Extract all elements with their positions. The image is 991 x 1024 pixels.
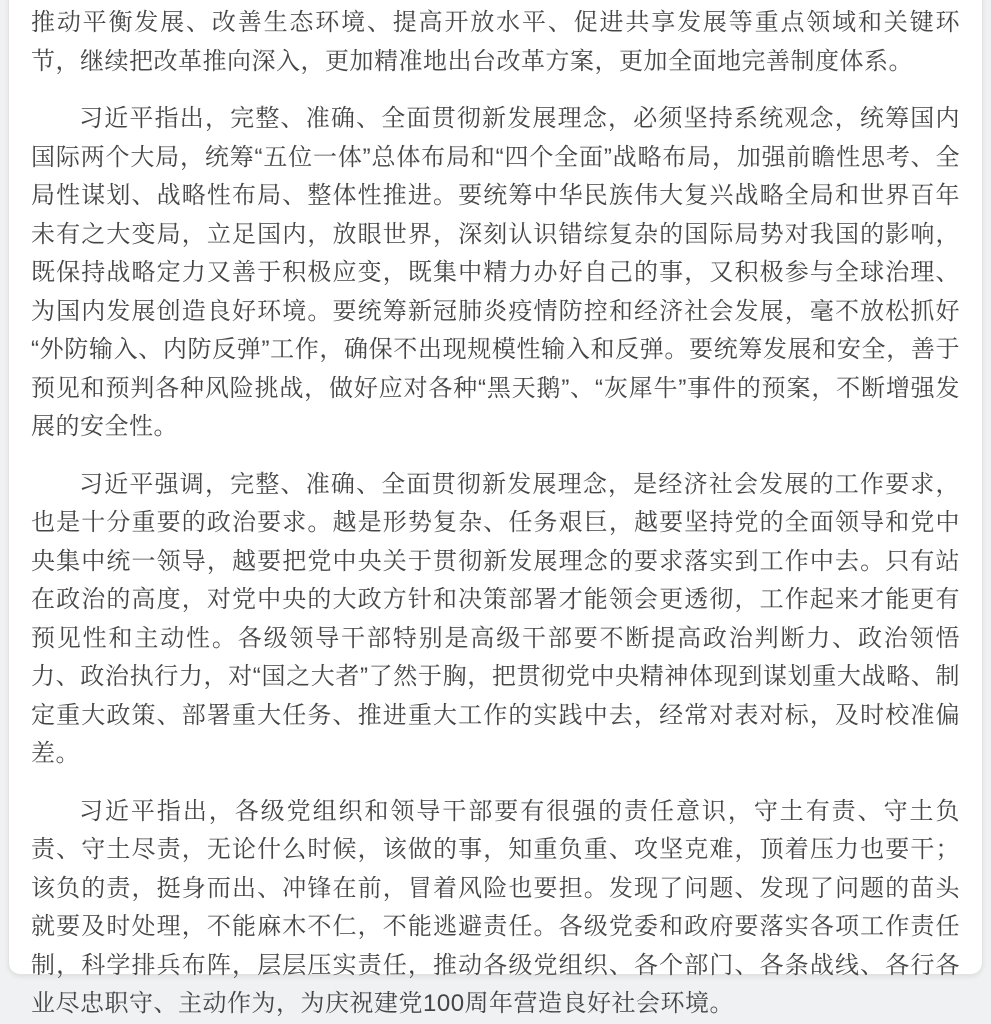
- article-paragraph: 习近平强调，完整、准确、全面贯彻新发展理念，是经济社会发展的工作要求，也是十分重要的政治要求。越是形势复杂、任务艰巨，越要坚持党的全面领导和党中央集中统一领导，越要把党中央关于贯彻新发展理念的要求落实到工作中去。只有站在政治的高度，对党中央的大政方针和决策部署才能领会更透彻，工作起来才能更有预见性和主动性。各级领导干部特别是高级干部要不断提高政治判断力、政治领悟力、政治执行力，对“国之大者”了然于胸，把贯彻党中央精神体现到谋划重大战略、制定重大政策、部署重大任务、推进重大工作的实践中去，经常对表对标，及时校准偏差。: [31, 470, 960, 767]
- article-body: [31, 4, 960, 1024]
- article-paragraph: 推动平衡发展、改善生态环境、提高开放水平、促进共享发展等重点领域和关键环节，继续把改革推向深入，更加精准地出台改革方案，更加全面地完善制度体系。: [31, 9, 960, 75]
- article-card: [8, 0, 983, 1017]
- article-paragraph: 习近平指出，完整、准确、全面贯彻新发展理念，必须坚持系统观念，统筹国内国际两个大局，统筹“五位一体”总体布局和“四个全面”战略布局，加强前瞻性思考、全局性谋划、战略性布局、整体性推进。要统筹中华民族伟大复兴战略全局和世界百年未有之大变局，立足国内，放眼世界，深刻认识错综复杂的国际局势对我国的影响，既保持战略定力又善于积极应变，既集中精力办好自己的事，又积极参与全球治理、为国内发展创造良好环境。要统筹新冠肺炎疫情防控和经济社会发展，毫不放松抓好“外防输入、内防反弹”工作，确保不出现规模性输入和反弹。要统筹发展和安全，善于预见和预判各种风险挑战，做好应对各种“黑天鹅”、“灰犀牛”事件的预案，不断增强发展的安全性。: [31, 105, 960, 440]
- article-paragraph: 习近平指出，各级党组织和领导干部要有很强的责任意识，守土有责、守土负责、守土尽责，无论什么时候，该做的事，知重负重、攻坚克难，顶着压力也要干；该负的责，挺身而出、冲锋在前，冒着风险也要担。发现了问题、发现了问题的苗头就要及时处理，不能麻木不仁，不能逃避责任。各级党委和政府要落实各项工作责任制，科学排兵布阵，层层压实责任，推动各级党组织、各个部门、各条战线、各行各业尽忠职守、主动作为，为庆祝建党100周年营造良好社会环境。: [31, 797, 960, 1017]
